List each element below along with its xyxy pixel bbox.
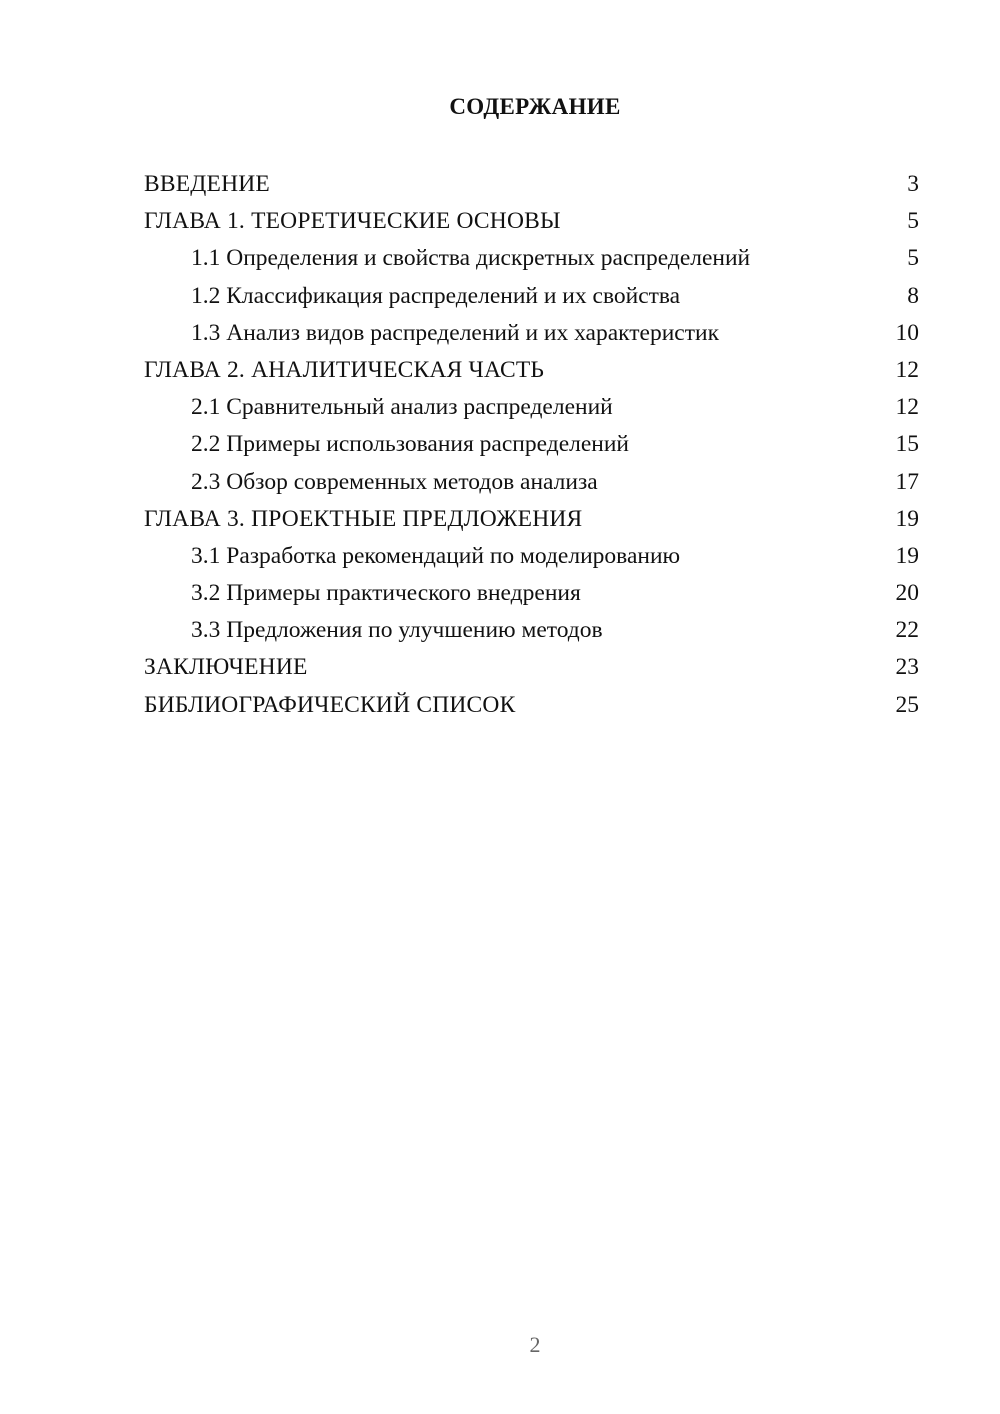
- toc-label: 2.2 Примеры использования распределений: [191, 431, 630, 458]
- toc-page-number: 20: [895, 580, 919, 607]
- toc-page-number: 12: [895, 394, 919, 421]
- toc-page-number: 12: [895, 356, 919, 383]
- toc-row-chapter-2[interactable]: [144, 352, 919, 389]
- toc-label: ГЛАВА 3. ПРОЕКТНЫЕ ПРЕДЛОЖЕНИЯ: [144, 505, 583, 532]
- toc-page-number: 19: [895, 542, 919, 569]
- toc-row-section-2-3[interactable]: [144, 464, 919, 501]
- toc-page-number: 19: [895, 505, 919, 532]
- toc-row-section-3-2[interactable]: [144, 575, 919, 612]
- toc-row-section-2-2[interactable]: [144, 426, 919, 463]
- toc-row-chapter-3[interactable]: [144, 501, 919, 538]
- toc-label: 3.3 Предложения по улучшению методов: [191, 617, 603, 644]
- toc-page-number: 3: [907, 171, 919, 197]
- toc-page-number: 23: [895, 654, 919, 681]
- toc-title: СОДЕРЖАНИЕ: [449, 94, 621, 119]
- toc-row-section-1-2[interactable]: [144, 278, 919, 315]
- toc-page-number: 15: [895, 431, 919, 458]
- table-of-contents: [144, 166, 919, 724]
- toc-label: 2.1 Сравнительный анализ распределений: [191, 394, 613, 421]
- toc-page-number: 17: [895, 468, 919, 495]
- toc-page-number: 25: [895, 691, 919, 718]
- toc-label: ВВЕДЕНИЕ: [144, 171, 270, 197]
- toc-page-number: 5: [907, 245, 919, 272]
- toc-page-number: 22: [895, 617, 919, 644]
- toc-page-number: 10: [895, 319, 919, 346]
- toc-label: ЗАКЛЮЧЕНИЕ: [144, 654, 308, 681]
- toc-label: 3.1 Разработка рекомендаций по моделированию: [191, 542, 681, 569]
- toc-label: 1.3 Анализ видов распределений и их характеристик: [191, 319, 719, 346]
- toc-page-number: 8: [907, 282, 919, 309]
- toc-row-section-1-1[interactable]: [144, 240, 919, 277]
- toc-label: 2.3 Обзор современных методов анализа: [191, 468, 598, 495]
- toc-row-section-2-1[interactable]: [144, 389, 919, 426]
- toc-row-section-3-3[interactable]: [144, 612, 919, 649]
- toc-label: БИБЛИОГРАФИЧЕСКИЙ СПИСОК: [144, 691, 516, 718]
- toc-row-bibliography[interactable]: [144, 687, 919, 724]
- toc-page-number: 5: [907, 208, 919, 235]
- toc-row-introduction[interactable]: [144, 166, 919, 203]
- toc-label: ГЛАВА 1. ТЕОРЕТИЧЕСКИЕ ОСНОВЫ: [144, 208, 561, 235]
- toc-row-section-3-1[interactable]: [144, 538, 919, 575]
- toc-label: ГЛАВА 2. АНАЛИТИЧЕСКАЯ ЧАСТЬ: [144, 356, 545, 383]
- toc-row-conclusion[interactable]: [144, 649, 919, 686]
- toc-label: 1.2 Классификация распределений и их свойства: [191, 282, 681, 309]
- toc-label: 3.2 Примеры практического внедрения: [191, 580, 581, 607]
- toc-label: 1.1 Определения и свойства дискретных распределений: [191, 245, 751, 272]
- toc-row-chapter-1[interactable]: [144, 203, 919, 240]
- toc-row-section-1-3[interactable]: [144, 315, 919, 352]
- page-number: 2: [529, 1332, 541, 1357]
